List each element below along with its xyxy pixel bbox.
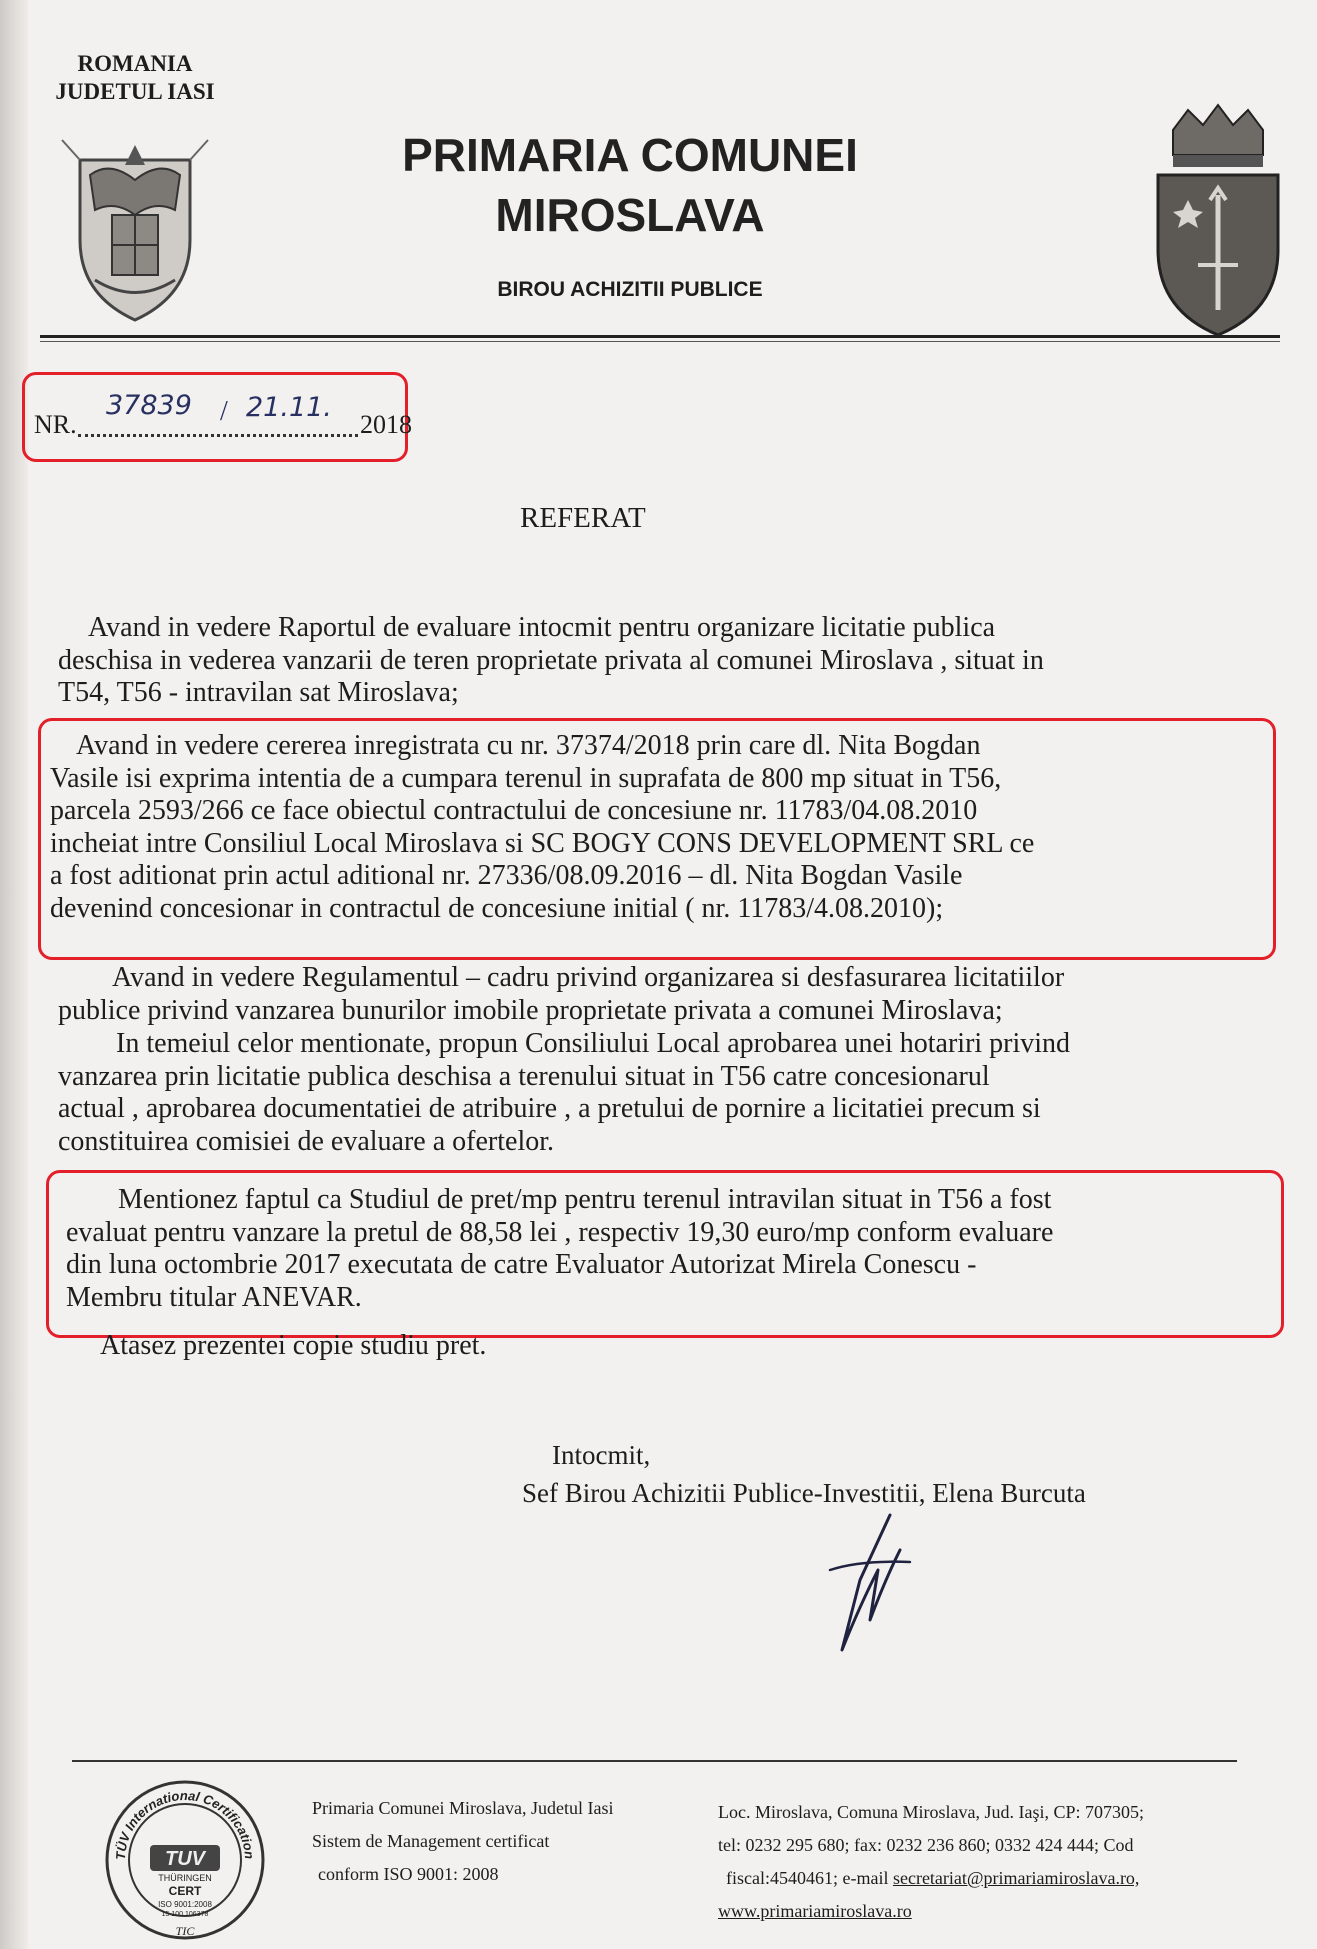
paragraph-line: vanzarea prin licitatie publica deschisa a terenului situat in T56 catre concesionarul — [58, 1060, 990, 1092]
paragraph-line: In temeiul celor mentionate, propun Consiliului Local aprobarea unei hotariri privind — [116, 1028, 1071, 1059]
country-header — [40, 50, 230, 106]
tuv-certification-seal-icon — [100, 1775, 270, 1945]
paragraph-line: Membru titular ANEVAR. — [66, 1281, 362, 1313]
paragraph-line: Mentionez faptul ca Studiul de pret/mp pentru terenul intravilan situat in T56 a fost — [118, 1184, 1052, 1215]
handwritten-registration-date: 21.11. — [246, 392, 332, 423]
seal-region: THÜRINGEN — [158, 1873, 212, 1883]
paragraph-line: Atasez prezentei copie studiu pret. — [100, 1330, 487, 1361]
handwritten-signature-icon — [800, 1510, 920, 1660]
footer-certification-info — [312, 1792, 613, 1891]
paragraph-line: a fost aditionat prin actul aditional nr. 27336/08.09.2016 – dl. Nita Bogdan Vasile — [50, 860, 963, 891]
footer-fiscal-email — [718, 1862, 1144, 1895]
paragraph-line: parcela 2593/266 ce face obiectul contractului de concesiune nr. 11783/04.08.2010 — [50, 795, 978, 826]
footer-fiscal: fiscal:4540461; e-mail — [726, 1868, 893, 1888]
institution-title — [330, 125, 930, 245]
country-line: ROMANIA — [77, 51, 193, 76]
footer-divider — [72, 1760, 1237, 1762]
county-line: JUDETUL IASI — [55, 79, 215, 104]
romania-coat-of-arms-icon — [50, 120, 220, 330]
paragraph-line: Avand in vedere Regulamentul – cadru privind organizarea si desfasurarea licitatiilor — [112, 962, 1065, 993]
paragraph-line: din luna octombrie 2017 executata de catre Evaluator Autorizat Mirela Conescu - — [66, 1249, 977, 1280]
paragraph-proposal — [58, 1028, 1070, 1158]
paragraph-purchase-request — [50, 730, 1034, 925]
registration-year: 2018 — [360, 410, 412, 439]
paragraph-line: deschisa in vederea vanzarii de teren proprietate privata al comunei Miroslava , situat in — [58, 644, 1044, 676]
paragraph-regulation — [58, 962, 1064, 1027]
miroslava-coat-of-arms-icon — [1148, 100, 1288, 340]
paragraph-line: incheiat intre Consiliul Local Miroslava si SC BOGY CONS DEVELOPMENT SRL ce — [50, 827, 1035, 859]
seal-number: 15 100 106378 — [161, 1911, 209, 1918]
department-name: BIROU ACHIZITII PUBLICE — [497, 278, 763, 301]
header-divider-thin — [40, 341, 1280, 342]
footer-management-system: Sistem de Management certificat — [312, 1831, 550, 1851]
document-title: REFERAT — [520, 502, 646, 534]
footer-iso-standard: conform ISO 9001: 2008 — [318, 1864, 499, 1884]
footer-email-link[interactable]: secretariat@primariamiroslava.ro, — [892, 1868, 1140, 1888]
paragraph-line: devenind concesionar in contractul de concesiune initial ( nr. 11783/4.08.2010); — [50, 892, 944, 924]
paragraph-price-study — [66, 1184, 1053, 1314]
institution-title-line2: MIROSLAVA — [495, 189, 765, 241]
footer-website-link[interactable]: www.primariamiroslava.ro — [718, 1901, 912, 1921]
registration-number — [34, 388, 424, 448]
seal-brand: TUV — [165, 1848, 205, 1870]
paragraph-line: constituirea comisiei de evaluare a ofertelor. — [58, 1125, 555, 1157]
handwritten-registration-number: 37839 — [106, 390, 192, 421]
paragraph-attachment — [100, 1330, 486, 1363]
paragraph-line: Avand in vedere cererea inregistrata cu nr. 37374/2018 prin care dl. Nita Bogdan — [76, 730, 981, 761]
footer-phone: tel: 0232 295 680; fax: 0232 236 860; 0332 424 444; Cod — [718, 1835, 1134, 1855]
paragraph-line: Vasile isi exprima intentia de a cumpara terenul in suprafata de 800 mp situat in T56, — [50, 762, 1002, 794]
page-edge-shadow — [0, 0, 28, 1949]
paragraph-line: actual , aprobarea documentatiei de atribuire , a pretului de pornire a licitatiei precum si — [58, 1093, 1041, 1124]
seal-cert: CERT — [168, 1884, 202, 1898]
registration-prefix: NR. — [34, 410, 77, 439]
seal-bottom-text: TIC — [175, 1924, 195, 1938]
paragraph-line: T54, T56 - intravilan sat Miroslava; — [58, 677, 459, 708]
paragraph-line: evaluat pentru vanzare la pretul de 88,58 lei , respectiv 19,30 euro/mp conform evaluare — [66, 1216, 1054, 1248]
footer-contact-info — [718, 1796, 1144, 1928]
signatory-name-title: Sef Birou Achizitii Publice-Investitii, Elena Burcuta — [522, 1478, 1086, 1508]
seal-ring-text: TÜV International Certification — [112, 1787, 258, 1861]
prepared-by-label: Intocmit, — [552, 1440, 651, 1470]
institution-title-line1: PRIMARIA COMUNEI — [402, 129, 858, 181]
footer-address: Loc. Miroslava, Comuna Miroslava, Jud. Iaşi, CP: 707305; — [718, 1802, 1144, 1822]
paragraph-evaluation-report — [58, 612, 1044, 710]
paragraph-line: Avand in vedere Raportul de evaluare intocmit pentru organizare licitatie publica — [88, 612, 996, 643]
paragraph-line: publice privind vanzarea bunurilor imobile proprietate privata a comunei Miroslava; — [58, 994, 1003, 1026]
registration-separator: / — [220, 396, 228, 427]
seal-iso: ISO 9001:2008 — [158, 1900, 212, 1909]
footer-institution: Primaria Comunei Miroslava, Judetul Iasi — [312, 1798, 614, 1818]
header-divider — [40, 335, 1280, 338]
